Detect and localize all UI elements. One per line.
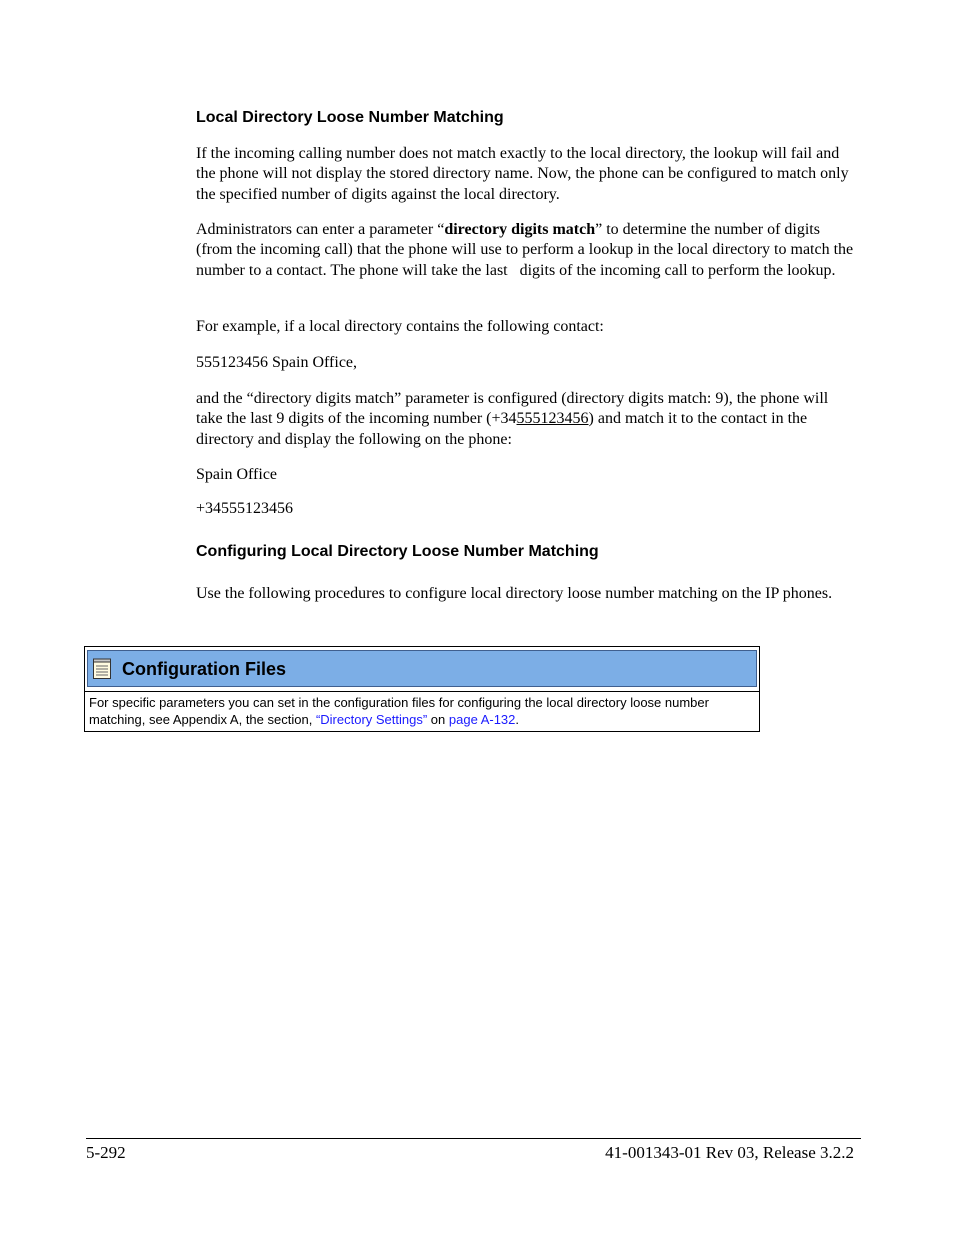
paragraph-configured [196,389,856,450]
notepad-icon [92,658,112,680]
paragraph-parameter-text-c: digits of the incoming call to perform the lookup. [519,261,836,279]
page-number: 5-292 [86,1143,126,1162]
note-body-text-b: on [427,712,449,727]
paragraph-contact: 555123456 Spain Office, [196,354,358,371]
paragraph-intro: If the incoming calling number does not match exactly to the local directory, the lookup will fail and the phone will not display the stored directory name. Now, the phone can be configured to match only the specified number of digits against the local directory. [196,145,849,203]
document-id: 41-001343-01 Rev 03, Release 3.2.2 [605,1143,854,1162]
footer-divider [86,1138,861,1139]
page-a-132-link[interactable]: page A-132 [448,712,516,727]
section-heading-loose-matching: Local Directory Loose Number Matching [196,109,504,126]
paragraph-configured-text-b: ) and match it to the contact in the directory and display the following on the phone: [196,410,808,448]
section-heading-configuring: Configuring Local Directory Loose Number Matching [196,543,599,560]
note-title: Configuration Files [122,659,286,679]
note-body [89,694,755,728]
parameter-name: directory digits match [444,221,596,238]
paragraph-parameter-text-b: ” to determine the number of digits (from the incoming call) that the phone will use to perform a lookup in the local directory to match the number to a contact. The phone will take the last [196,221,854,279]
display-name-line: Spain Office [196,466,278,483]
paragraph-procedures: Use the following procedures to configure local directory loose number matching on the IP phones. [196,585,833,602]
note-body-text-a: For specific parameters you can set in the configuration files for configuring the local directory loose number matching, see Appendix A, the section, [89,695,709,727]
display-number-line: +34555123456 [196,500,294,517]
paragraph-example: For example, if a local directory contains the following contact: [196,318,604,335]
note-header [87,650,757,687]
paragraph-configured-text-a: and the “directory digits match” parameter is configured (directory digits match: 9), the phone will take the last 9 digits of the incoming number (+34 [196,390,829,428]
note-body-text-c: . [515,712,520,727]
underlined-number: 555123456 [516,410,589,428]
directory-settings-link[interactable]: “Directory Settings” [315,712,428,727]
configuration-files-note [84,646,760,732]
paragraph-parameter [196,220,856,281]
paragraph-parameter-text-a: Administrators can enter a parameter “ [196,221,445,238]
